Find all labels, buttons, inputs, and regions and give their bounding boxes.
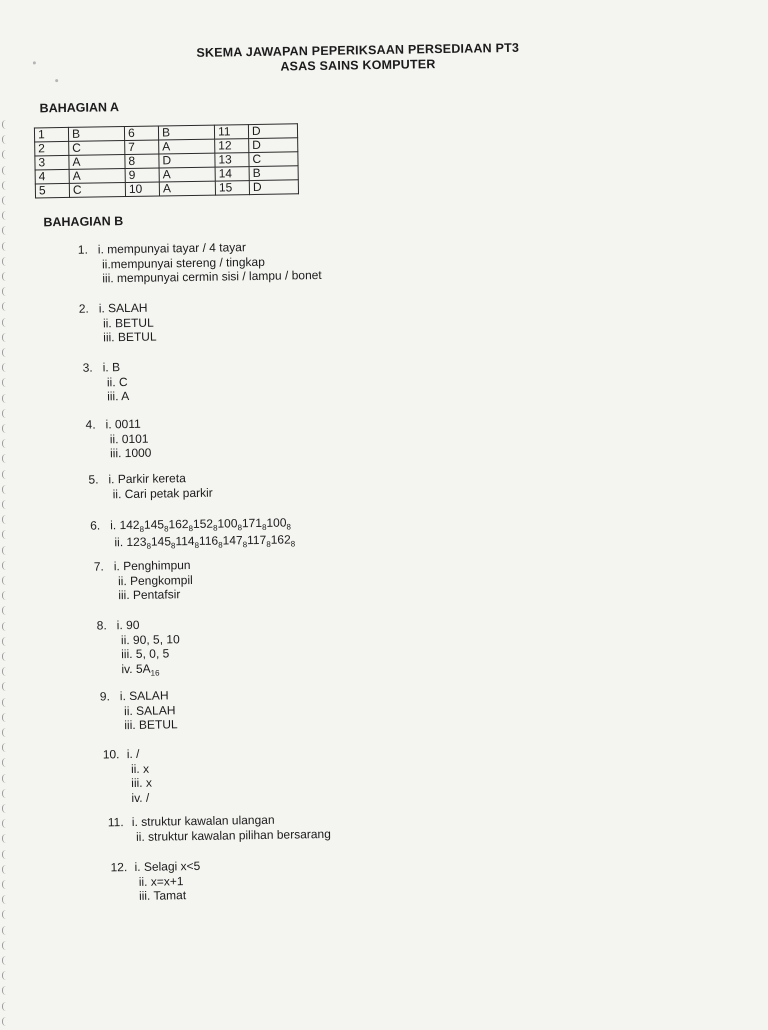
number-value: 5A	[135, 661, 151, 676]
answer-cell: D	[248, 124, 297, 139]
number-value: 117	[246, 532, 267, 547]
answer-line: iii. mempunyai cermin sisi / lampu / bonet	[102, 268, 322, 286]
answer-line: ii. C	[106, 374, 128, 389]
question-block	[110, 859, 200, 904]
answer-cell: B	[158, 125, 214, 140]
number-base-subscript: 8	[218, 540, 223, 550]
number-base-subscript: 8	[146, 541, 152, 551]
number-base-subscript: 8	[170, 540, 176, 550]
number-base-subscript: 8	[188, 524, 194, 534]
number-value: 123	[126, 534, 147, 549]
question-number-cell: 8	[125, 154, 159, 169]
question-number-cell: 6	[124, 126, 158, 141]
answer-line: ii. Cari petak parkir	[112, 485, 213, 501]
question-number-cell: 9	[125, 168, 159, 183]
number-value: 116	[198, 533, 219, 548]
number-value: 162	[270, 532, 291, 547]
answer-cell: A	[159, 181, 215, 196]
answer-line: ii. Pengkompil	[117, 572, 193, 588]
page-title: SKEMA JAWAPAN PEPERIKSAAN PERSEDIAAN PT3	[196, 40, 520, 60]
answer-line: i. Selagi x<5	[134, 858, 201, 874]
question-block	[94, 558, 193, 603]
question-number: 11.	[107, 815, 124, 830]
number-value: 145	[150, 533, 172, 549]
number-base-subscript: 8	[286, 522, 292, 532]
question-block	[90, 515, 295, 551]
question-number: 3.	[82, 360, 93, 375]
number-base-subscript: 8	[290, 538, 296, 549]
answer-line: i. Penghimpun	[113, 558, 191, 574]
answer-cell: D	[249, 138, 298, 153]
question-block	[108, 812, 331, 845]
number-value: 100	[217, 516, 238, 531]
number-base-subscript: 8	[212, 523, 218, 533]
question-number: 6.	[90, 518, 101, 533]
number-value: 171	[241, 515, 263, 531]
question-number: 5.	[88, 472, 99, 487]
answer-line	[114, 532, 295, 551]
answer-line: i. B	[102, 360, 121, 375]
answer-cell: A	[69, 155, 125, 170]
answer-line-prefix: iv.	[121, 661, 136, 676]
answer-line: ii. BETUL	[102, 315, 154, 330]
number-value: 152	[192, 516, 214, 532]
page-subtitle: ASAS SAINS KOMPUTER	[280, 57, 436, 74]
answer-cell: A	[159, 167, 215, 182]
paper-speck	[55, 79, 58, 82]
question-number-cell: 11	[214, 125, 248, 140]
answer-cell: D	[159, 153, 215, 168]
number-base-subscript: 8	[139, 524, 145, 534]
answer-line: iii. x	[131, 775, 153, 791]
question-number-cell: 5	[35, 183, 69, 198]
answer-cell: C	[249, 152, 298, 167]
answer-cell: B	[249, 166, 298, 181]
question-number-cell: 10	[125, 182, 159, 197]
number-value: 147	[222, 532, 243, 548]
answer-line: ii. x	[130, 761, 150, 776]
question-number-cell: 13	[215, 153, 249, 168]
answer-line: iv. /	[131, 790, 150, 805]
question-block	[83, 360, 130, 404]
answer-line: ii. x=x+1	[138, 873, 184, 889]
section-b-heading: BAHAGIAN B	[43, 214, 124, 230]
answer-cell: C	[69, 141, 125, 156]
number-value: 162	[168, 517, 189, 532]
answer-line: i. 0011	[105, 416, 141, 432]
section-a-heading: BAHAGIAN A	[39, 100, 120, 116]
answer-cell: A	[159, 139, 215, 154]
question-block	[103, 747, 153, 806]
number-base-subscript: 8	[261, 522, 267, 532]
question-block	[79, 301, 157, 346]
question-number-cell: 12	[215, 139, 249, 154]
question-number-cell: 14	[215, 167, 249, 182]
answer-cell: D	[249, 180, 298, 195]
number-value: 100	[266, 515, 287, 530]
question-number-cell: 3	[35, 155, 69, 170]
question-number: 8.	[96, 618, 107, 633]
answer-line: ii. 0101	[109, 431, 149, 446]
answer-row	[35, 180, 298, 198]
question-number: 12.	[110, 860, 128, 875]
question-number-cell: 4	[35, 169, 69, 184]
answer-line: i. SALAH	[119, 688, 169, 704]
answer-line: i. Parkir kereta	[108, 471, 186, 487]
number-value: 145	[143, 517, 165, 532]
answer-line: iii. 5, 0, 5	[121, 646, 170, 662]
question-block	[88, 471, 212, 502]
question-block	[85, 417, 151, 462]
answer-line-prefix: i.	[110, 518, 120, 533]
answer-line: iii. BETUL	[124, 717, 178, 733]
answer-cell: B	[68, 127, 124, 142]
question-number-cell: 15	[215, 181, 249, 196]
question-number: 10.	[102, 747, 120, 762]
answer-line: i. mempunyai tayar / 4 tayar	[97, 240, 246, 257]
question-block	[100, 688, 178, 733]
question-block	[97, 617, 181, 679]
paper-speck	[33, 61, 36, 64]
answer-line	[121, 661, 180, 679]
answer-cell: C	[69, 183, 125, 198]
answer-table	[34, 123, 299, 198]
answer-line: i. struktur kawalan ulangan	[131, 812, 275, 829]
answer-line: ii. SALAH	[123, 702, 176, 718]
answer-line: ii.mempunyai stereng / tingkap	[101, 254, 265, 271]
answer-line-prefix: ii.	[114, 534, 127, 549]
answer-line: iii. 1000	[109, 445, 152, 461]
number-base-subscript: 16	[150, 668, 160, 678]
question-number-cell: 2	[35, 141, 69, 156]
question-number: 7.	[93, 559, 104, 574]
answer-line: iii. A	[107, 389, 130, 404]
number-value: 114	[175, 533, 195, 548]
number-value: 142	[119, 517, 140, 533]
question-number: 1.	[77, 242, 88, 257]
answer-line: iii. Pentafsir	[118, 587, 181, 603]
question-block	[78, 239, 322, 287]
number-base-subscript: 8	[242, 539, 248, 549]
number-base-subscript: 8	[237, 523, 243, 533]
question-number-cell: 7	[125, 140, 159, 155]
answer-line: i. /	[126, 746, 140, 762]
number-base-subscript: 8	[164, 524, 169, 534]
answer-line: ii. 90, 5, 10	[120, 631, 180, 647]
answer-cell: A	[69, 169, 125, 184]
question-number-cell: 1	[34, 127, 68, 142]
answer-line: iii. Tamat	[138, 888, 187, 904]
question-number: 4.	[85, 417, 96, 432]
answer-line: ii. struktur kawalan pilihan bersarang	[135, 826, 331, 844]
answer-line: iii. BETUL	[103, 329, 157, 345]
question-number: 2.	[78, 301, 89, 316]
number-base-subscript: 8	[266, 539, 271, 549]
number-base-subscript: 8	[194, 540, 200, 550]
question-number: 9.	[99, 689, 110, 704]
answer-line: i. 90	[116, 617, 140, 633]
answer-line: i. SALAH	[98, 300, 148, 316]
